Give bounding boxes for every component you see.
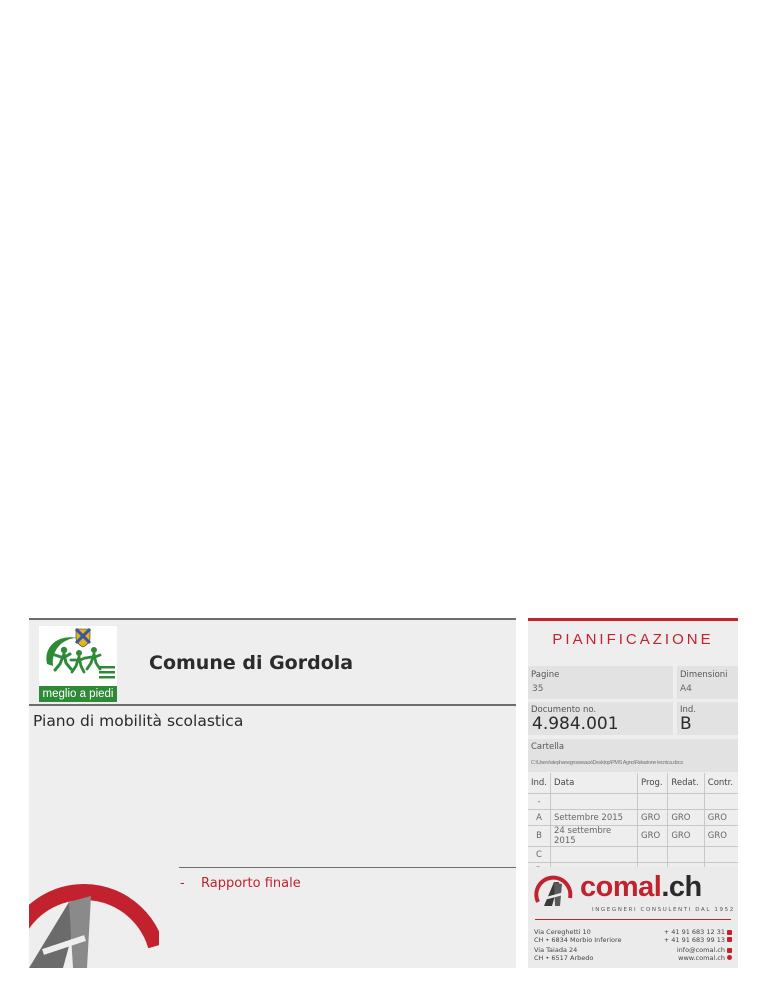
revision-redat [668,847,704,863]
revision-header-row [528,773,738,794]
company-name-main: comal [580,871,662,903]
globe-icon [727,955,732,960]
revision-date [551,794,638,810]
address-street: Via Taiada 24 [534,946,578,954]
size-box [677,666,738,699]
revision-prog: GRO [638,810,668,826]
index-label: Ind. [680,705,696,715]
address-arbedo [534,947,593,962]
revision-redat [668,794,704,810]
size-label: Dimensioni [680,670,728,680]
fax-number: + 41 91 683 99 13 [663,935,725,944]
size-value: A4 [680,684,692,694]
header-prog: Prog. [638,773,668,794]
header-date: Data [551,773,638,794]
revision-date: 24 settembre 2015 [551,826,638,847]
organization-title: Comune di Gordola [149,652,354,674]
company-name [580,871,702,904]
index-box [677,702,738,735]
revision-contr [704,794,738,810]
revision-prog: GRO [638,826,668,847]
logo-caption: meglio a piedi [39,686,117,702]
address-city: CH • 6834 Morbio Inferiore [534,935,622,944]
info-panel [528,618,738,968]
phone-number: + 41 91 683 12 31 [663,928,725,936]
revision-prog [638,847,668,863]
report-label: Rapporto finale [201,876,301,891]
email-link[interactable]: info@comal.ch [676,946,725,954]
phone-icon [727,930,732,935]
index-value: B [680,714,692,734]
table-row [528,794,738,810]
table-row [528,810,738,826]
comal-logo-icon [534,872,574,908]
document-title: Piano di mobilità scolastica [33,712,244,730]
fax-icon [727,937,732,942]
folder-label: Cartella [531,742,565,752]
revision-index: - [528,794,551,810]
document-number-box [528,702,673,735]
pages-box [528,666,673,699]
company-name-tld: .ch [661,871,702,903]
address-morbio [534,929,622,944]
email-icon [727,948,732,953]
web-block [677,947,732,962]
bottom-divider [179,867,516,868]
revision-index: A [528,810,551,826]
revision-redat: GRO [668,810,704,826]
top-divider [29,618,516,620]
comal-watermark-icon [29,856,159,968]
revision-index: C [528,847,551,863]
address-city: CH • 6517 Arbedo [534,953,594,962]
revision-date [551,847,638,863]
table-row [528,847,738,863]
table-row [528,826,738,847]
company-tagline: INGEGNERI CONSULENTI DAL 1952 [592,907,735,913]
middle-divider [29,704,516,706]
title-panel [29,618,516,968]
walking-children-icon [39,626,117,686]
revision-prog [638,794,668,810]
company-divider [535,919,731,920]
document-number-label: Documento no. [531,705,597,715]
meglio-a-piedi-logo [39,626,117,702]
revision-index: B [528,826,551,847]
document-number-value: 4.984.001 [532,714,619,734]
header-contr: Contr. [704,773,738,794]
category-heading: PIANIFICAZIONE [552,631,714,648]
website-link[interactable]: www.comal.ch [678,953,725,962]
revision-contr: GRO [704,810,738,826]
revision-date: Settembre 2015 [551,810,638,826]
company-box [528,867,738,968]
header-index: Ind. [528,773,551,794]
revision-contr [704,847,738,863]
report-bullet: - [180,876,185,891]
address-street: Via Cereghetti 10 [534,928,591,936]
pages-label: Pagine [531,670,560,680]
folder-box [528,739,738,772]
revision-table [528,773,738,879]
pages-value: 35 [532,684,544,694]
accent-divider [528,618,738,621]
header-redat: Redat. [668,773,704,794]
folder-path: C:\Users\stephanegrosseaux\Desktop\PMS Agno\Relazione tecnica.docx [531,760,683,766]
revision-redat: GRO [668,826,704,847]
revision-contr: GRO [704,826,738,847]
phone-block [664,929,732,944]
